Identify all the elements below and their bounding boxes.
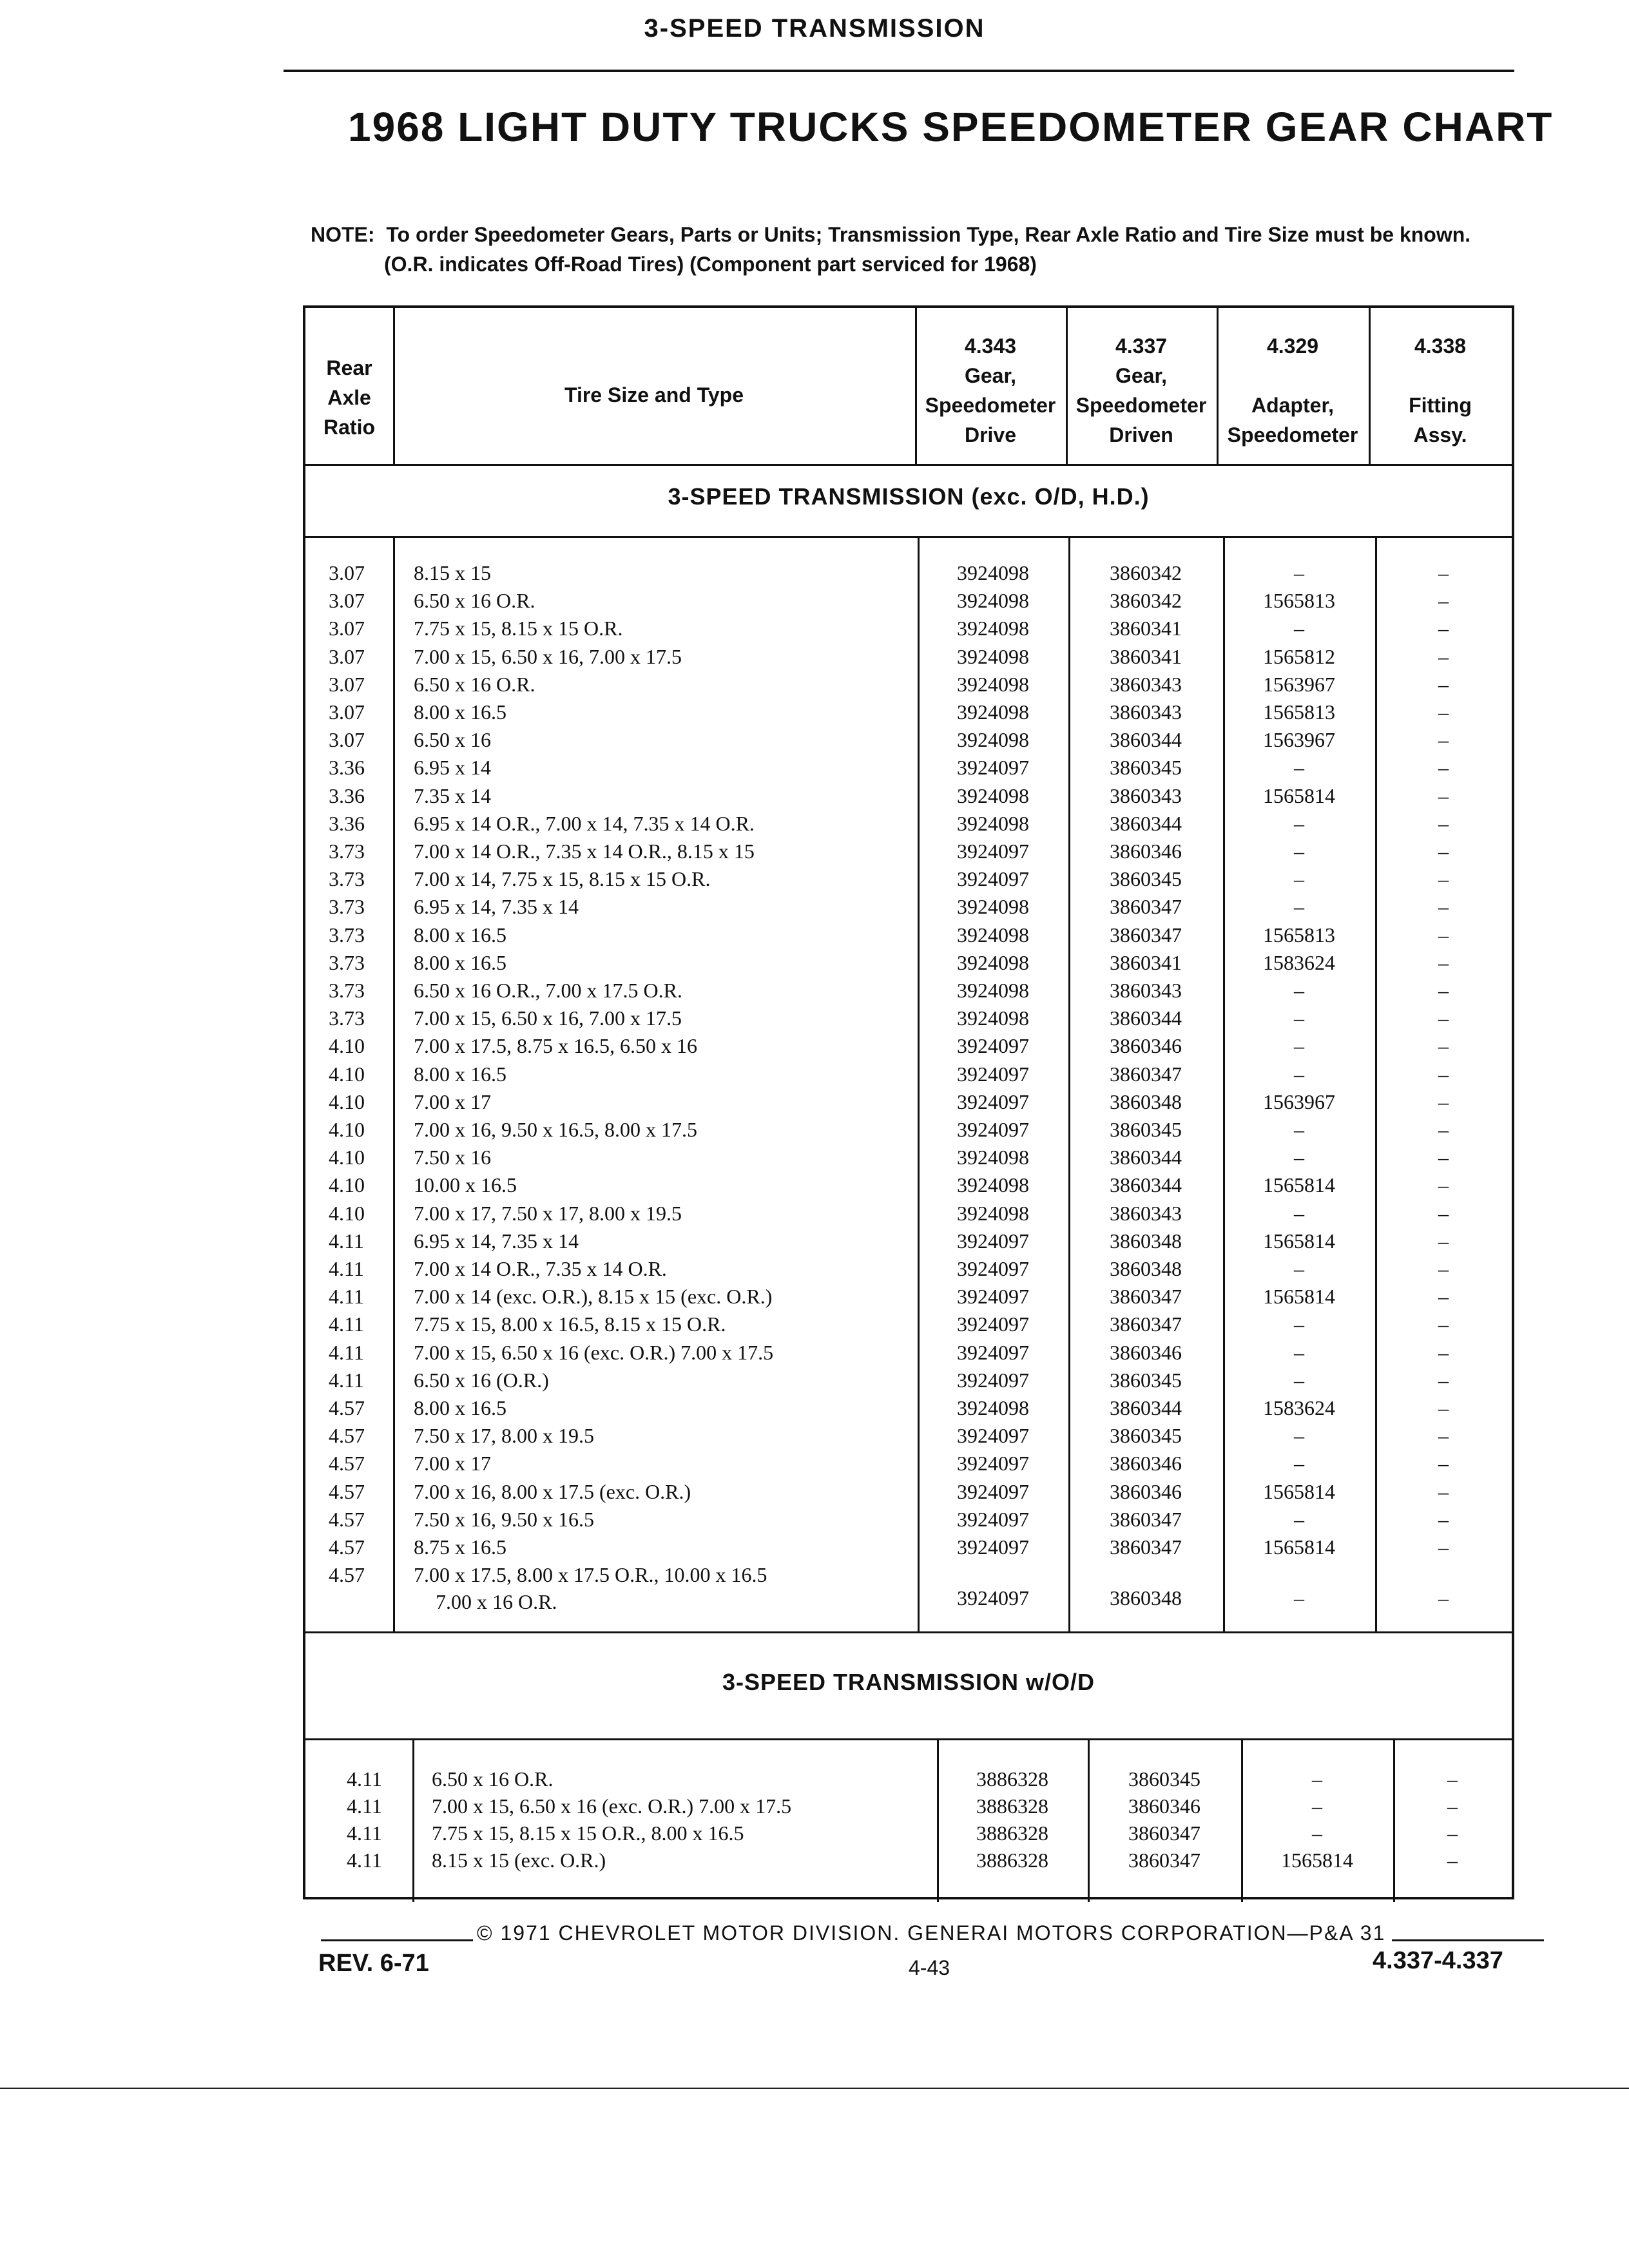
row-drive-gear: 3924097	[957, 1368, 1029, 1392]
row-fitting: –	[1438, 979, 1449, 1002]
row-drive-gear: 3924098	[957, 644, 1029, 668]
row-fitting: –	[1438, 840, 1449, 863]
row-fitting: –	[1447, 1767, 1458, 1791]
row-driven-gear: 3860345	[1110, 1368, 1182, 1392]
row-drive-gear: 3886328	[976, 1821, 1048, 1845]
row-ratio: 3.36	[329, 783, 365, 807]
row-adapter: 1565814	[1263, 1229, 1335, 1253]
row-adapter: 1565814	[1263, 1285, 1335, 1309]
row-adapter: –	[1294, 895, 1304, 919]
row-driven-gear: 3860348	[1110, 1090, 1182, 1113]
row-ratio: 3.73	[329, 979, 365, 1002]
row-driven-gear: 3860347	[1110, 1507, 1182, 1531]
row-ratio: 3.07	[329, 672, 365, 696]
row-ratio: 4.57	[329, 1452, 365, 1475]
row-adapter: –	[1294, 1062, 1304, 1086]
section-1-rule	[305, 536, 1512, 538]
row-adapter: –	[1312, 1767, 1322, 1791]
row-ratio: 3.07	[329, 589, 365, 613]
copyright: © 1971 CHEVROLET MOTOR DIVISION. GENERAI MOTORS CORPORATION—P&A 31	[477, 1921, 1386, 1945]
row-fitting: –	[1447, 1794, 1458, 1818]
row-drive-gear: 3924098	[957, 1201, 1029, 1225]
section-1-title: 3-SPEED TRANSMISSION (exc. O/D, H.D.)	[668, 483, 1150, 510]
row-adapter: –	[1294, 1424, 1304, 1448]
row-adapter: –	[1294, 1586, 1304, 1610]
row-drive-gear: 3886328	[976, 1767, 1048, 1791]
row-drive-gear: 3924097	[957, 756, 1029, 780]
row-fitting: –	[1447, 1849, 1458, 1872]
row-ratio: 3.36	[329, 756, 365, 780]
row-tire-size: 6.50 x 16 O.R.	[432, 1767, 554, 1791]
row-fitting: –	[1438, 1368, 1449, 1392]
row-drive-gear: 3924098	[957, 811, 1029, 835]
row-drive-gear: 3924097	[957, 1479, 1029, 1503]
row-adapter: 1583624	[1263, 950, 1335, 974]
row-tire-size: 8.00 x 16.5	[414, 1062, 506, 1086]
row-tire-size: 7.00 x 17, 7.50 x 17, 8.00 x 19.5	[414, 1201, 682, 1225]
section-2-rule	[305, 1738, 1512, 1740]
row-fitting: –	[1438, 867, 1449, 891]
row-tire-size: 7.75 x 15, 8.15 x 15 O.R., 8.00 x 16.5	[432, 1821, 744, 1845]
row-fitting: –	[1438, 1090, 1449, 1113]
row-adapter: –	[1294, 1340, 1304, 1364]
page-title: 1968 LIGHT DUTY TRUCKS SPEEDOMETER GEAR CHART	[348, 104, 1554, 150]
row-tire-size: 6.50 x 16 O.R.	[414, 589, 535, 613]
row-ratio: 4.11	[347, 1849, 382, 1872]
row-adapter: –	[1294, 1118, 1304, 1141]
row-fitting: –	[1438, 1340, 1449, 1364]
row-tire-size: 7.00 x 17.5, 8.75 x 16.5, 6.50 x 16	[414, 1034, 697, 1058]
row-adapter: 1565813	[1263, 700, 1335, 724]
row-ratio: 4.57	[329, 1535, 365, 1559]
row-drive-gear: 3924098	[957, 700, 1029, 724]
row-tire-size: 7.35 x 14	[414, 783, 491, 807]
row-ratio: 4.10	[329, 1118, 365, 1141]
row-driven-gear: 3860346	[1110, 1340, 1182, 1364]
row-drive-gear: 3924097	[957, 1034, 1029, 1058]
row-driven-gear: 3860343	[1110, 783, 1182, 807]
row-tire-size: 7.00 x 15, 6.50 x 16 (exc. O.R.) 7.00 x 17.5	[432, 1794, 792, 1818]
row-driven-gear: 3860343	[1110, 672, 1182, 696]
hdr-adapter: 4.329 Adapter, Speedometer	[1227, 334, 1358, 447]
row-driven-gear: 3860346	[1110, 1452, 1182, 1475]
row-fitting: –	[1438, 1173, 1449, 1197]
row-tire-size: 7.50 x 17, 8.00 x 19.5	[414, 1424, 594, 1448]
row-fitting: –	[1438, 950, 1449, 974]
row-drive-gear: 3924098	[957, 979, 1029, 1002]
row-fitting: –	[1438, 644, 1449, 668]
row-ratio: 3.07	[329, 728, 365, 752]
row-tire-size: 7.50 x 16, 9.50 x 16.5	[414, 1507, 594, 1531]
s1-col-line-1	[393, 536, 395, 1631]
row-ratio: 3.73	[329, 840, 365, 863]
footer-rule-right	[1392, 1939, 1544, 1941]
row-drive-gear: 3924097	[957, 840, 1029, 863]
row-adapter: 1563967	[1263, 1090, 1335, 1113]
row-drive-gear: 3886328	[976, 1849, 1048, 1872]
row-drive-gear: 3924097	[957, 1118, 1029, 1141]
row-tire-size-line-1: 7.00 x 17.5, 8.00 x 17.5 O.R., 10.00 x 16.5	[414, 1563, 767, 1587]
row-driven-gear: 3860341	[1110, 617, 1182, 640]
row-adapter: 1565814	[1263, 1535, 1335, 1559]
row-driven-gear: 3860343	[1110, 700, 1182, 724]
row-adapter: 1565814	[1263, 1479, 1335, 1503]
row-fitting: –	[1438, 1257, 1449, 1280]
row-tire-size: 7.00 x 16, 8.00 x 17.5 (exc. O.R.)	[414, 1479, 691, 1503]
row-fitting: –	[1438, 1285, 1449, 1309]
row-fitting: –	[1438, 783, 1449, 807]
hdr-gear-drive: 4.343 Gear, Speedometer Drive	[925, 334, 1056, 447]
row-driven-gear: 3860344	[1110, 1173, 1182, 1197]
row-drive-gear: 3924098	[957, 895, 1029, 919]
row-tire-size: 7.00 x 14, 7.75 x 15, 8.15 x 15 O.R.	[414, 867, 711, 891]
row-ratio: 4.57	[329, 1424, 365, 1448]
row-drive-gear: 3924097	[957, 867, 1029, 891]
row-tire-size: 6.95 x 14, 7.35 x 14	[414, 1229, 579, 1253]
row-adapter: –	[1294, 811, 1304, 835]
row-tire-size: 6.95 x 14 O.R., 7.00 x 14, 7.35 x 14 O.R.	[414, 811, 755, 835]
hdr-rear-axle-ratio: Rear Axle Ratio	[323, 356, 375, 439]
row-fitting: –	[1438, 1452, 1449, 1475]
row-adapter: –	[1294, 840, 1304, 863]
row-ratio: 4.11	[329, 1257, 364, 1280]
row-fitting: –	[1438, 1312, 1449, 1336]
note-line-1	[311, 223, 1470, 247]
s2-col-line-1	[412, 1738, 414, 1902]
row-driven-gear: 3860341	[1110, 950, 1182, 974]
row-drive-gear: 3886328	[976, 1794, 1048, 1818]
row-ratio: 4.57	[329, 1479, 365, 1503]
row-driven-gear: 3860347	[1110, 895, 1182, 919]
row-adapter: –	[1312, 1821, 1322, 1845]
row-fitting: –	[1438, 1586, 1449, 1610]
scan-edge-line	[0, 2088, 1629, 2089]
row-tire-size: 7.75 x 15, 8.15 x 15 O.R.	[414, 617, 623, 640]
row-fitting: –	[1438, 1396, 1449, 1419]
row-adapter: 1565814	[1281, 1849, 1353, 1872]
row-driven-gear: 3860342	[1110, 589, 1182, 613]
row-driven-gear: 3860348	[1110, 1257, 1182, 1280]
row-fitting: –	[1438, 811, 1449, 835]
row-ratio: 4.11	[329, 1368, 364, 1392]
row-ratio: 4.10	[329, 1201, 365, 1225]
row-adapter: –	[1294, 1146, 1304, 1169]
row-tire-size-line-2: 7.00 x 16 O.R.	[436, 1590, 557, 1614]
row-driven-gear: 3860346	[1110, 1034, 1182, 1058]
row-ratio: 4.57	[329, 1396, 365, 1419]
row-driven-gear: 3860347	[1110, 1062, 1182, 1086]
row-ratio: 4.11	[329, 1229, 364, 1253]
row-fitting: –	[1438, 1118, 1449, 1141]
row-adapter: –	[1294, 561, 1304, 584]
row-ratio: 3.07	[329, 617, 365, 640]
running-head: 3-SPEED TRANSMISSION	[644, 14, 985, 43]
row-ratio: 4.57	[329, 1563, 365, 1587]
row-driven-gear: 3860345	[1110, 1118, 1182, 1141]
row-tire-size: 8.75 x 16.5	[414, 1535, 506, 1559]
row-tire-size: 7.00 x 14 O.R., 7.35 x 14 O.R.	[414, 1257, 667, 1280]
row-driven-gear: 3860344	[1110, 1006, 1182, 1030]
hdr-fitting: 4.338 Fitting Assy.	[1409, 334, 1472, 447]
row-tire-size: 7.50 x 16	[414, 1146, 491, 1169]
row-driven-gear: 3860345	[1128, 1767, 1200, 1791]
row-adapter: –	[1294, 1257, 1304, 1280]
row-drive-gear: 3924098	[957, 672, 1029, 696]
row-adapter: –	[1294, 979, 1304, 1002]
row-adapter: –	[1312, 1794, 1322, 1818]
row-drive-gear: 3924098	[957, 561, 1029, 584]
row-driven-gear: 3860344	[1110, 728, 1182, 752]
row-adapter: –	[1294, 867, 1304, 891]
row-drive-gear: 3924098	[957, 950, 1029, 974]
row-drive-gear: 3924098	[957, 1173, 1029, 1197]
hdr-gear-driven: 4.337 Gear, Speedometer Driven	[1075, 334, 1207, 447]
row-drive-gear: 3924097	[957, 1535, 1029, 1559]
row-ratio: 4.10	[329, 1034, 365, 1058]
row-driven-gear: 3860346	[1110, 840, 1182, 863]
row-tire-size: 7.00 x 16, 9.50 x 16.5, 8.00 x 17.5	[414, 1118, 697, 1141]
row-tire-size: 6.95 x 14, 7.35 x 14	[414, 895, 579, 919]
row-adapter: –	[1294, 1507, 1304, 1531]
row-tire-size: 7.00 x 15, 6.50 x 16, 7.00 x 17.5	[414, 644, 682, 668]
row-ratio: 4.11	[347, 1821, 382, 1845]
row-driven-gear: 3860347	[1110, 1285, 1182, 1309]
row-fitting: –	[1438, 1146, 1449, 1169]
row-driven-gear: 3860347	[1128, 1821, 1200, 1845]
row-fitting: –	[1438, 895, 1449, 919]
row-drive-gear: 3924097	[957, 1340, 1029, 1364]
row-driven-gear: 3860346	[1110, 1479, 1182, 1503]
row-driven-gear: 3860345	[1110, 867, 1182, 891]
row-drive-gear: 3924097	[957, 1312, 1029, 1336]
row-adapter: 1565813	[1263, 923, 1335, 947]
row-driven-gear: 3860343	[1110, 979, 1182, 1002]
row-tire-size: 8.00 x 16.5	[414, 700, 506, 724]
row-fitting: –	[1438, 672, 1449, 696]
row-drive-gear: 3924098	[957, 923, 1029, 947]
row-adapter: –	[1294, 1006, 1304, 1030]
row-fitting: –	[1438, 1201, 1449, 1225]
row-adapter: 1583624	[1263, 1396, 1335, 1419]
row-tire-size: 7.75 x 15, 8.00 x 16.5, 8.15 x 15 O.R.	[414, 1312, 726, 1336]
gear-chart-table	[303, 305, 1514, 1899]
row-ratio: 4.57	[329, 1507, 365, 1531]
row-adapter: –	[1294, 756, 1304, 780]
row-drive-gear: 3924097	[957, 1229, 1029, 1253]
row-tire-size: 6.50 x 16	[414, 728, 491, 752]
row-fitting: –	[1438, 1006, 1449, 1030]
row-drive-gear: 3924097	[957, 1062, 1029, 1086]
row-drive-gear: 3924098	[957, 1396, 1029, 1419]
row-drive-gear: 3924097	[957, 1452, 1029, 1475]
revision: REV. 6-71	[318, 1950, 429, 1977]
row-driven-gear: 3860345	[1110, 1424, 1182, 1448]
row-ratio: 4.10	[329, 1173, 365, 1197]
note-line-2: (O.R. indicates Off-Road Tires) (Component part serviced for 1968)	[384, 253, 1037, 276]
row-adapter: –	[1294, 1368, 1304, 1392]
row-tire-size: 7.00 x 14 O.R., 7.35 x 14 O.R., 8.15 x 15	[414, 840, 755, 863]
row-fitting: –	[1438, 617, 1449, 640]
row-fitting: –	[1438, 1535, 1449, 1559]
row-tire-size: 6.50 x 16 O.R.	[414, 672, 535, 696]
row-tire-size: 7.00 x 15, 6.50 x 16, 7.00 x 17.5	[414, 1006, 682, 1030]
row-adapter: 1565814	[1263, 783, 1335, 807]
row-fitting: –	[1438, 923, 1449, 947]
row-fitting: –	[1438, 589, 1449, 613]
row-drive-gear: 3924097	[957, 1285, 1029, 1309]
row-drive-gear: 3924097	[957, 1586, 1029, 1610]
row-tire-size: 7.00 x 17	[414, 1090, 491, 1113]
row-ratio: 3.73	[329, 1006, 365, 1030]
row-adapter: –	[1294, 617, 1304, 640]
row-tire-size: 6.50 x 16 (O.R.)	[414, 1368, 549, 1392]
row-ratio: 4.11	[347, 1767, 382, 1791]
row-ratio: 3.07	[329, 700, 365, 724]
row-drive-gear: 3924098	[957, 589, 1029, 613]
row-drive-gear: 3924097	[957, 1507, 1029, 1531]
row-tire-size: 10.00 x 16.5	[414, 1173, 517, 1197]
row-ratio: 4.11	[329, 1312, 364, 1336]
row-driven-gear: 3860348	[1110, 1586, 1182, 1610]
row-fitting: –	[1438, 756, 1449, 780]
row-ratio: 3.07	[329, 644, 365, 668]
row-drive-gear: 3924098	[957, 1146, 1029, 1169]
row-adapter: 1565812	[1263, 644, 1335, 668]
row-driven-gear: 3860348	[1110, 1229, 1182, 1253]
row-ratio: 3.73	[329, 895, 365, 919]
row-fitting: –	[1438, 1479, 1449, 1503]
row-adapter: –	[1294, 1452, 1304, 1475]
row-fitting: –	[1438, 1062, 1449, 1086]
row-drive-gear: 3924097	[957, 1424, 1029, 1448]
row-tire-size: 6.95 x 14	[414, 756, 491, 780]
row-adapter: 1565814	[1263, 1173, 1335, 1197]
row-tire-size: 7.00 x 14 (exc. O.R.), 8.15 x 15 (exc. O.R.)	[414, 1285, 773, 1309]
row-tire-size: 8.15 x 15	[414, 561, 491, 584]
row-ratio: 4.10	[329, 1062, 365, 1086]
header-rule	[284, 70, 1514, 72]
row-fitting: –	[1438, 561, 1449, 584]
section-2-top-rule	[305, 1631, 1512, 1633]
row-adapter: 1565813	[1263, 589, 1335, 613]
page-number: 4-43	[909, 1956, 950, 1979]
row-driven-gear: 3860347	[1128, 1849, 1200, 1872]
section-reference: 4.337-4.337	[1373, 1947, 1503, 1974]
row-driven-gear: 3860341	[1110, 644, 1182, 668]
row-ratio: 3.73	[329, 950, 365, 974]
row-fitting: –	[1438, 728, 1449, 752]
row-adapter: 1563967	[1263, 728, 1335, 752]
row-ratio: 4.11	[329, 1285, 364, 1309]
row-fitting: –	[1438, 1229, 1449, 1253]
note-text-1: To order Speedometer Gears, Parts or Units; Transmission Type, Rear Axle Ratio and Tire Size must be known.	[386, 223, 1471, 246]
row-ratio: 3.07	[329, 561, 365, 584]
row-drive-gear: 3924098	[957, 1006, 1029, 1030]
row-driven-gear: 3860344	[1110, 1396, 1182, 1419]
row-fitting: –	[1438, 1424, 1449, 1448]
note-label: NOTE:	[311, 223, 375, 246]
row-ratio: 4.10	[329, 1146, 365, 1169]
row-ratio: 4.11	[347, 1794, 382, 1818]
row-drive-gear: 3924098	[957, 783, 1029, 807]
row-tire-size: 7.00 x 15, 6.50 x 16 (exc. O.R.) 7.00 x 17.5	[414, 1340, 774, 1364]
row-ratio: 4.11	[329, 1340, 364, 1364]
row-drive-gear: 3924098	[957, 728, 1029, 752]
row-adapter: 1563967	[1263, 672, 1335, 696]
row-ratio: 4.10	[329, 1090, 365, 1113]
row-driven-gear: 3860342	[1110, 561, 1182, 584]
section-2-title: 3-SPEED TRANSMISSION w/O/D	[722, 1669, 1095, 1695]
row-driven-gear: 3860344	[1110, 811, 1182, 835]
row-drive-gear: 3924097	[957, 1257, 1029, 1280]
row-driven-gear: 3860347	[1110, 1312, 1182, 1336]
row-tire-size: 8.00 x 16.5	[414, 950, 506, 974]
hdr-bottom-rule	[305, 464, 1512, 466]
row-fitting: –	[1438, 700, 1449, 724]
footer-rule-left	[321, 1939, 473, 1941]
row-adapter: –	[1294, 1312, 1304, 1336]
row-ratio: 3.73	[329, 867, 365, 891]
row-fitting: –	[1438, 1034, 1449, 1058]
row-driven-gear: 3860347	[1110, 1535, 1182, 1559]
row-adapter: –	[1294, 1201, 1304, 1225]
row-ratio: 3.73	[329, 923, 365, 947]
row-drive-gear: 3924098	[957, 617, 1029, 640]
row-driven-gear: 3860345	[1110, 756, 1182, 780]
row-fitting: –	[1447, 1821, 1458, 1845]
row-driven-gear: 3860343	[1110, 1201, 1182, 1225]
row-tire-size: 8.00 x 16.5	[414, 923, 506, 947]
row-tire-size: 8.00 x 16.5	[414, 1396, 506, 1419]
row-fitting: –	[1438, 1507, 1449, 1531]
row-drive-gear: 3924097	[957, 1090, 1029, 1113]
row-ratio: 3.36	[329, 811, 365, 835]
row-tire-size: 8.15 x 15 (exc. O.R.)	[432, 1849, 606, 1872]
row-driven-gear: 3860346	[1128, 1794, 1200, 1818]
row-tire-size: 7.00 x 17	[414, 1452, 491, 1475]
row-adapter: –	[1294, 1034, 1304, 1058]
row-driven-gear: 3860344	[1110, 1146, 1182, 1169]
row-driven-gear: 3860347	[1110, 923, 1182, 947]
hdr-tire-size: Tire Size and Type	[564, 383, 744, 407]
row-tire-size: 6.50 x 16 O.R., 7.00 x 17.5 O.R.	[414, 979, 682, 1002]
